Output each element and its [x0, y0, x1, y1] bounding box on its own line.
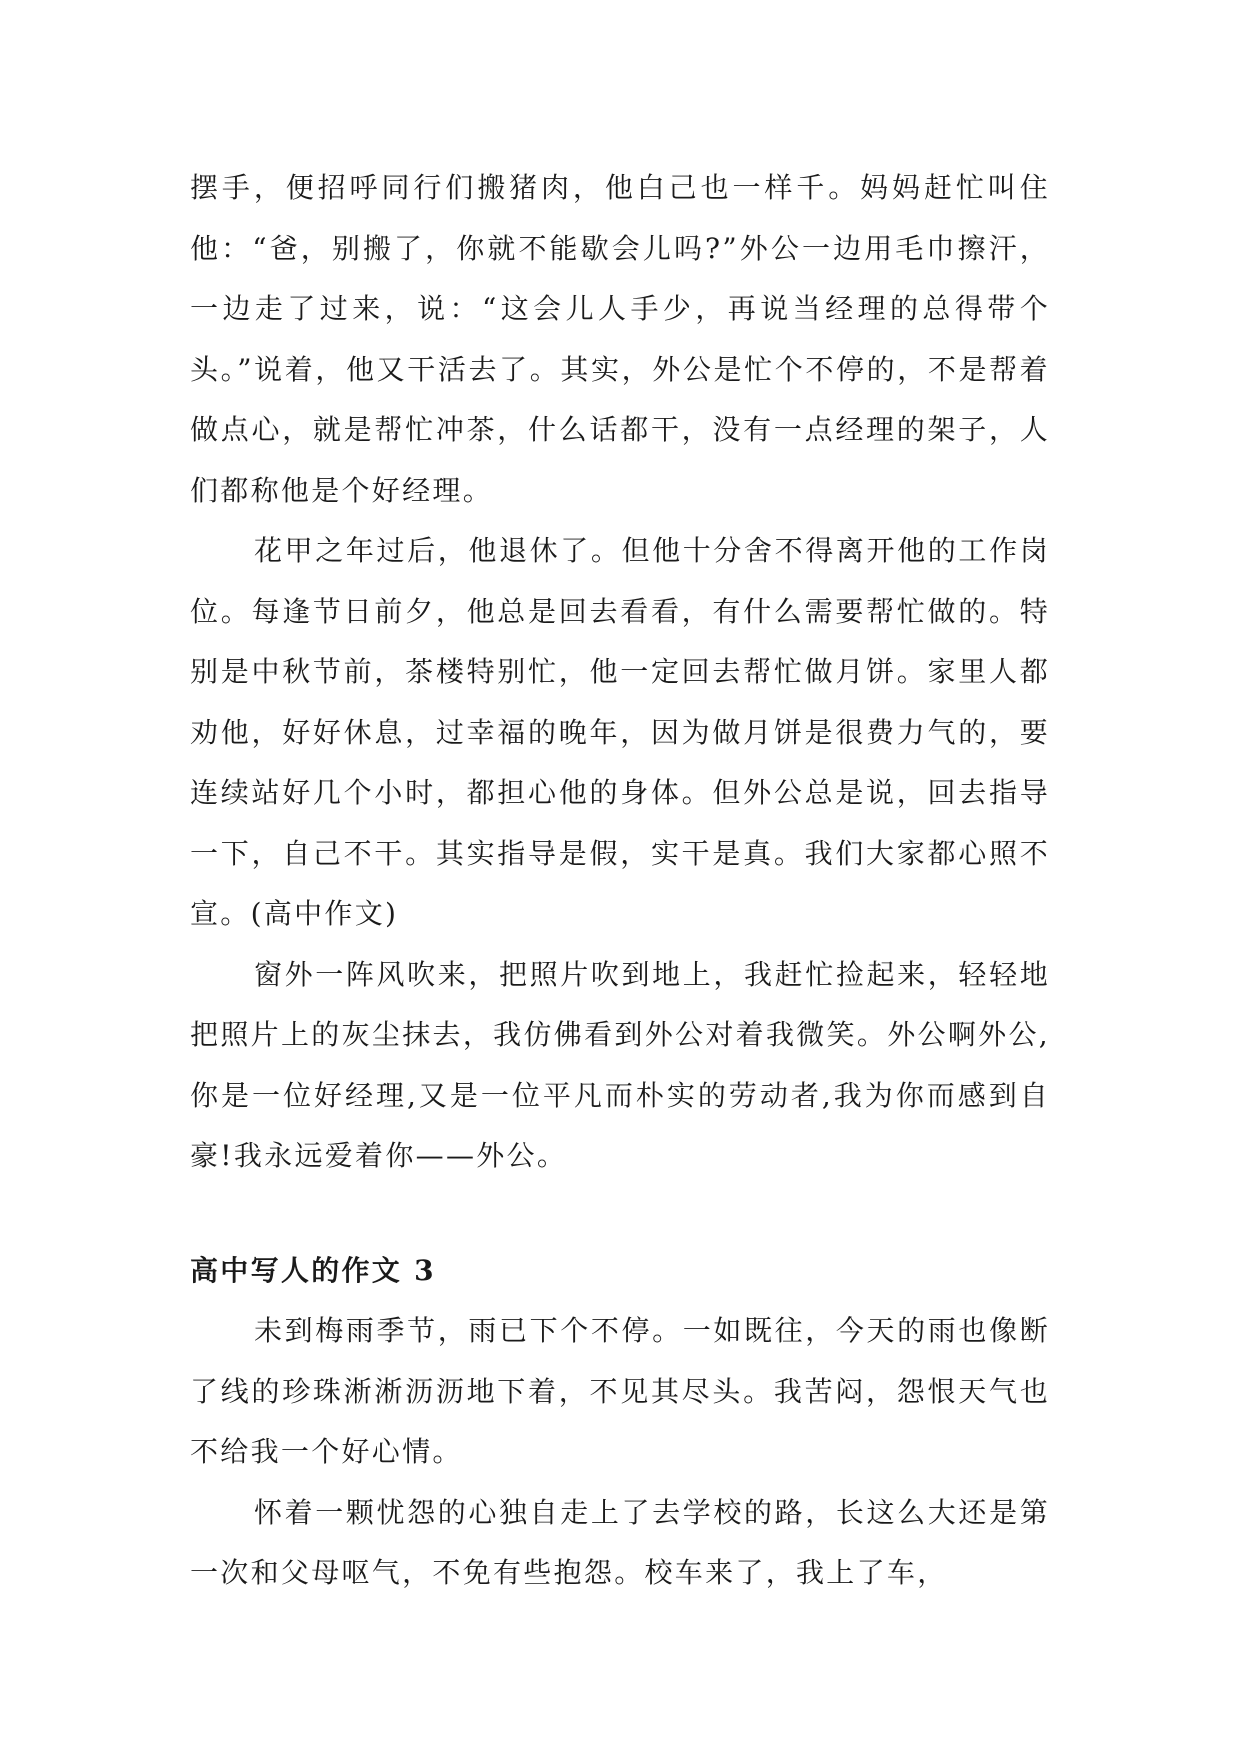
document-body — [190, 158, 1050, 1604]
paragraph-1: 摆手，便招呼同行们搬猪肉，他白己也一样千。妈妈赶忙叫住他：“爸，别搬了，你就不能歇会儿吗?”外公一边用毛巾擦汗，一边走了过来，说：“这会儿人手少，再说当经理的总得带个头。”说着，他又干活去了。其实，外公是忙个不停的，不是帮着做点心，就是帮忙冲茶，什么话都干，没有一点经理的架子，人们都称他是个好经理。 — [190, 171, 1050, 507]
paragraph-2: 花甲之年过后，他退休了。但他十分舍不得离开他的工作岗位。每逢节日前夕，他总是回去看看，有什么需要帮忙做的。特别是中秋节前，茶楼特别忙，他一定回去帮忙做月饼。家里人都劝他，好好休息，过幸福的晚年，因为做月饼是很费力气的，要连续站好几个小时，都担心他的身体。但外公总是说，回去指导一下，自己不干。其实指导是假，实干是真。我们大家都心照不宣。(高中作文) — [190, 534, 1050, 930]
paragraph-3: 窗外一阵风吹来，把照片吹到地上，我赶忙捡起来，轻轻地把照片上的灰尘抹去，我仿佛看到外公对着我微笑。外公啊外公,你是一位好经理,又是一位平凡而朴实的劳动者,我为你而感到自豪!我永远爱着你——外公。 — [190, 957, 1050, 1172]
paragraph-4: 未到梅雨季节，雨已下个不停。一如既往，今天的雨也像断了线的珍珠淅淅沥沥地下着，不见其尽头。我苦闷，怨恨天气也不给我一个好心情。 — [190, 1314, 1050, 1468]
section-heading: 高中写人的作文 3 — [190, 1253, 436, 1287]
paragraph-5: 怀着一颗忧怨的心独自走上了去学校的路，长这么大还是第一次和父母呕气，不免有些抱怨。校车来了，我上了车， — [190, 1495, 1050, 1589]
